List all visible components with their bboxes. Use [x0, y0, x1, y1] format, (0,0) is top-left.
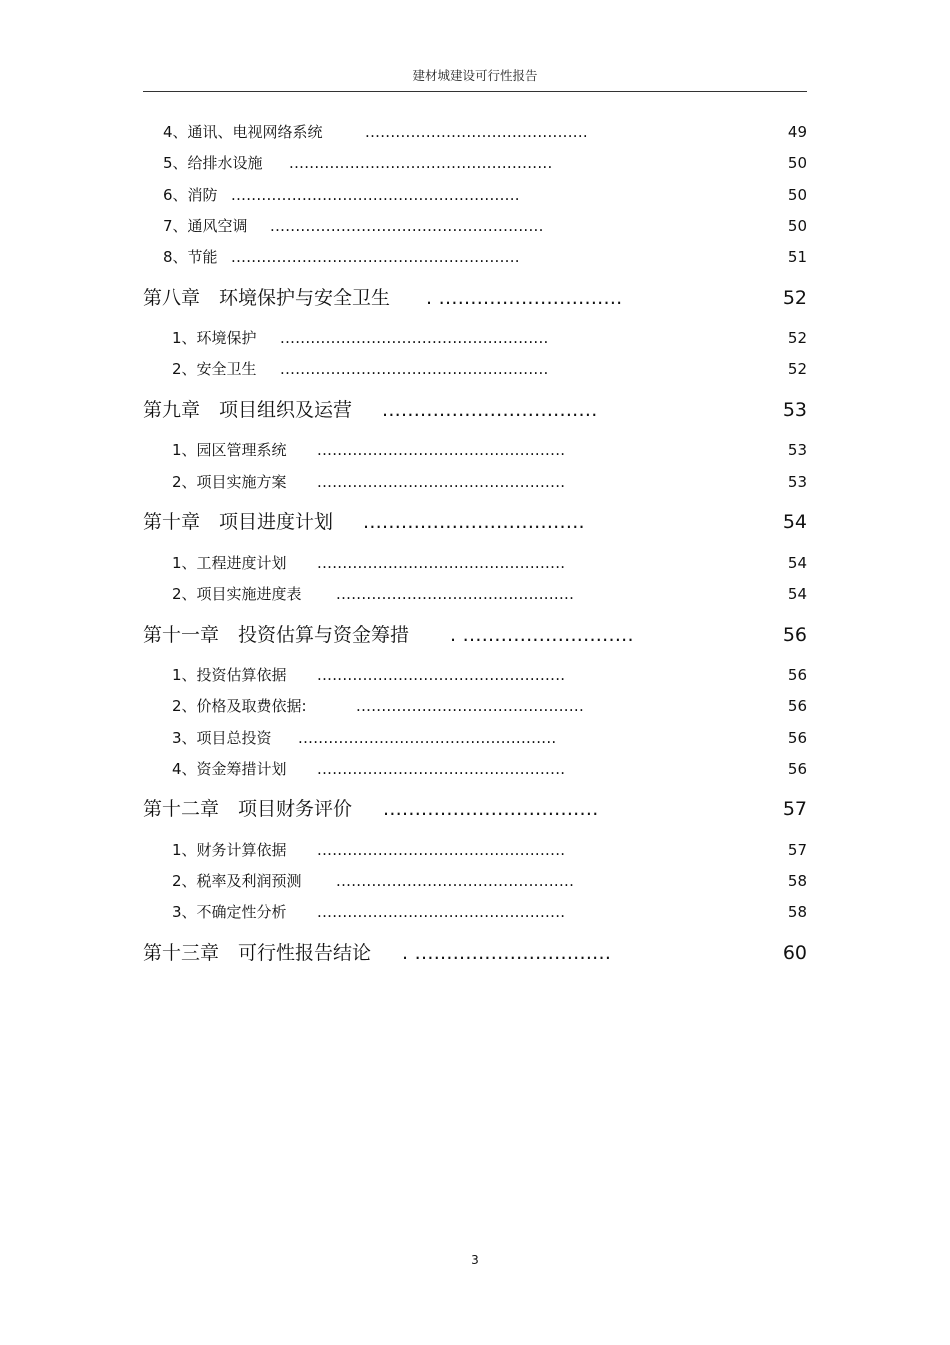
toc-section-entry[interactable] — [0, 328, 950, 348]
toc-dot-leader: ............................................... — [336, 872, 575, 890]
toc-page-number: 50 — [787, 186, 807, 204]
toc-dot-leader: .................................. — [383, 798, 599, 820]
toc-page-number: 58 — [787, 903, 807, 921]
toc-dot-leader: ...................................................... — [270, 217, 544, 235]
toc-section-entry[interactable] — [0, 216, 950, 236]
toc-page-number: 52 — [782, 287, 807, 309]
toc-section-entry[interactable] — [0, 185, 950, 205]
toc-chapter-entry[interactable] — [0, 510, 950, 534]
toc-dot-leader: ................................................. — [317, 903, 566, 921]
page-number: 3 — [471, 1253, 479, 1267]
toc-dot-leader: ................................................. — [317, 841, 566, 859]
toc-dot-leader: ................................................. — [317, 666, 566, 684]
toc-entry-title: 第十三章 可行性报告结论 — [143, 942, 372, 964]
toc-entry-title: 第十二章 项目财务评价 — [143, 798, 353, 820]
toc-section-entry[interactable] — [0, 759, 950, 779]
toc-entry-title: 第十一章 投资估算与资金筹措 — [143, 624, 410, 646]
toc-entry-title: 2、价格及取费依据: — [172, 697, 307, 715]
toc-entry-title: 2、项目实施进度表 — [172, 585, 302, 603]
toc-chapter-entry[interactable] — [0, 797, 950, 821]
toc-entry-title: 3、不确定性分析 — [172, 903, 287, 921]
toc-page-number: 52 — [787, 360, 807, 378]
running-header: 建材城建设可行性报告 — [412, 68, 538, 83]
toc-chapter-entry[interactable] — [0, 941, 950, 965]
toc-entry-title: 1、工程进度计划 — [172, 554, 287, 572]
toc-entry-title: 1、环境保护 — [172, 329, 257, 347]
toc-page-number: 54 — [787, 585, 807, 603]
toc-entry-title: 8、节能 — [163, 248, 218, 266]
toc-chapter-entry[interactable] — [0, 286, 950, 310]
toc-dot-leader: ............................................. — [356, 697, 585, 715]
toc-entry-title: 第十章 项目进度计划 — [143, 511, 334, 533]
toc-entry-title: 1、投资估算依据 — [172, 666, 287, 684]
toc-section-entry[interactable] — [0, 696, 950, 716]
toc-dot-leader: . ............................... — [402, 942, 612, 964]
toc-page-number: 52 — [787, 329, 807, 347]
toc-dot-leader: ......................................................... — [231, 248, 520, 266]
toc-page-number: 57 — [782, 798, 807, 820]
toc-entry-title: 1、财务计算依据 — [172, 841, 287, 859]
toc-dot-leader: ................................................. — [317, 473, 566, 491]
toc-dot-leader: ..................................................... — [280, 329, 549, 347]
toc-section-entry[interactable] — [0, 584, 950, 604]
toc-page-number: 53 — [782, 399, 807, 421]
toc-dot-leader: ......................................................... — [231, 186, 520, 204]
toc-page-number: 50 — [787, 154, 807, 172]
toc-entry-title: 第九章 项目组织及运营 — [143, 399, 353, 421]
toc-entry-title: 7、通风空调 — [163, 217, 248, 235]
toc-section-entry[interactable] — [0, 665, 950, 685]
toc-page-number: 54 — [782, 511, 807, 533]
toc-dot-leader: ................................................. — [317, 441, 566, 459]
toc-dot-leader: ............................................... — [336, 585, 575, 603]
toc-entry-title: 1、园区管理系统 — [172, 441, 287, 459]
toc-dot-leader: ..................................................... — [280, 360, 549, 378]
toc-section-entry[interactable] — [0, 122, 950, 142]
toc-section-entry[interactable] — [0, 359, 950, 379]
toc-page-number: 56 — [787, 729, 807, 747]
toc-section-entry[interactable] — [0, 728, 950, 748]
toc-chapter-entry[interactable] — [0, 623, 950, 647]
toc-entry-title: 4、通讯、电视网络系统 — [163, 123, 323, 141]
toc-page-number: 53 — [787, 473, 807, 491]
toc-dot-leader: .................................. — [382, 399, 598, 421]
toc-page-number: 56 — [787, 666, 807, 684]
toc-chapter-entry[interactable] — [0, 398, 950, 422]
toc-entry-title: 5、给排水设施 — [163, 154, 263, 172]
toc-dot-leader: ................................................. — [317, 760, 566, 778]
toc-entry-title: 2、项目实施方案 — [172, 473, 287, 491]
toc-page-number: 56 — [782, 624, 807, 646]
toc-dot-leader: . ............................. — [426, 287, 623, 309]
toc-page-number: 50 — [787, 217, 807, 235]
toc-dot-leader: .................................................... — [289, 154, 553, 172]
toc-page-number: 54 — [787, 554, 807, 572]
toc-dot-leader: ................................................... — [298, 729, 557, 747]
toc-page-number: 60 — [782, 942, 807, 964]
toc-page-number: 51 — [787, 248, 807, 266]
toc-entry-title: 4、资金筹措计划 — [172, 760, 287, 778]
toc-entry-title: 6、消防 — [163, 186, 218, 204]
toc-dot-leader: . ........................... — [450, 624, 634, 646]
toc-page-number: 57 — [787, 841, 807, 859]
toc-section-entry[interactable] — [0, 840, 950, 860]
toc-dot-leader: ................................... — [363, 511, 585, 533]
toc-section-entry[interactable] — [0, 247, 950, 267]
toc-section-entry[interactable] — [0, 472, 950, 492]
toc-entry-title: 3、项目总投资 — [172, 729, 272, 747]
toc-page-number: 53 — [787, 441, 807, 459]
toc-section-entry[interactable] — [0, 553, 950, 573]
toc-page-number: 49 — [787, 123, 807, 141]
toc-entry-title: 2、税率及利润预测 — [172, 872, 302, 890]
toc-section-entry[interactable] — [0, 153, 950, 173]
toc-page-number: 56 — [787, 697, 807, 715]
toc-entry-title: 第八章 环境保护与安全卫生 — [143, 287, 391, 309]
toc-dot-leader: ............................................ — [365, 123, 588, 141]
toc-dot-leader: ................................................. — [317, 554, 566, 572]
toc-section-entry[interactable] — [0, 440, 950, 460]
toc-page-number: 58 — [787, 872, 807, 890]
toc-page-number: 56 — [787, 760, 807, 778]
toc-section-entry[interactable] — [0, 871, 950, 891]
toc-section-entry[interactable] — [0, 902, 950, 922]
toc-entry-title: 2、安全卫生 — [172, 360, 257, 378]
